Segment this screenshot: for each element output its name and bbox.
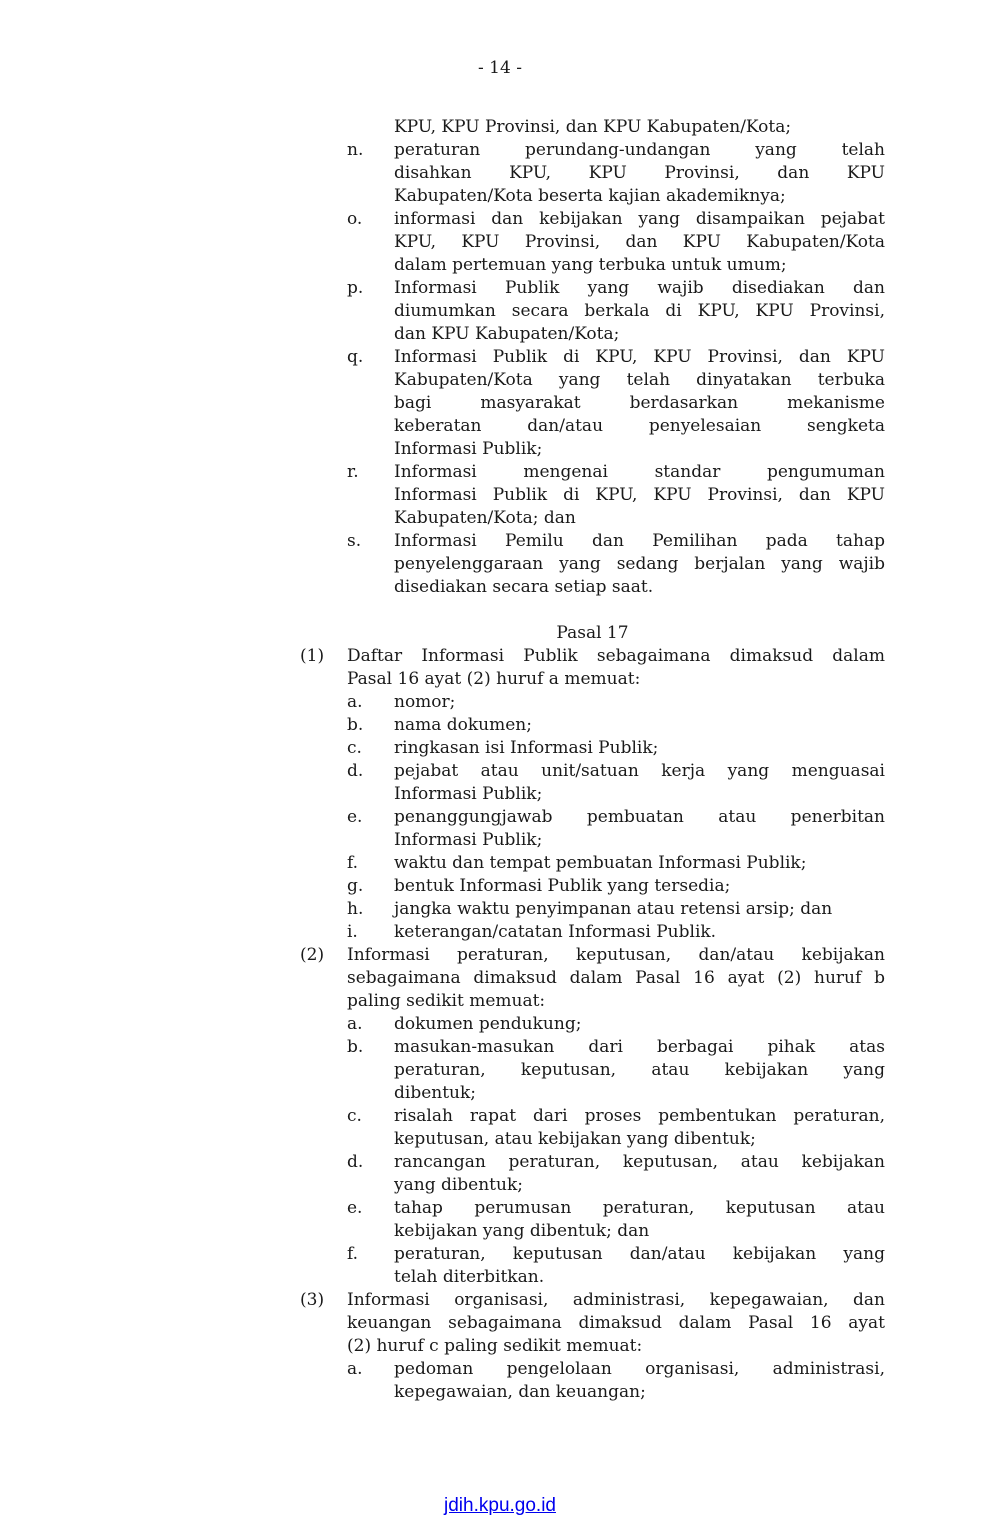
list-marker: (1)	[300, 646, 325, 666]
list-marker: p.	[347, 278, 364, 298]
list-marker: c.	[347, 1106, 362, 1126]
text-line: Informasi mengenai standar pengumuman	[394, 462, 885, 482]
list-marker: (3)	[300, 1290, 325, 1310]
text-line: ringkasan isi Informasi Publik;	[394, 738, 659, 758]
text-line: Informasi peraturan, keputusan, dan/atau kebijakan	[347, 945, 885, 965]
footer-link[interactable]: jdih.kpu.go.id	[444, 1495, 556, 1516]
list-marker: c.	[347, 738, 362, 758]
text-line: peraturan, keputusan dan/atau kebijakan yang	[394, 1244, 885, 1264]
text-line: keuangan sebagaimana dimaksud dalam Pasal 16 ayat	[347, 1313, 885, 1333]
list-item	[300, 277, 885, 346]
text-line: (2) huruf c paling sedikit memuat:	[347, 1336, 643, 1356]
list-marker: d.	[347, 1152, 364, 1172]
text-line: masukan-masukan dari berbagai pihak atas	[394, 1037, 885, 1057]
list-item	[300, 760, 885, 806]
text-line: peraturan perundang-undangan yang telah	[394, 140, 885, 160]
text-line: Informasi Publik;	[394, 830, 543, 850]
list-marker: i.	[347, 922, 358, 942]
list-item	[300, 1036, 885, 1105]
text-line: Pasal 16 ayat (2) huruf a memuat:	[347, 669, 641, 689]
text-line: Informasi Publik di KPU, KPU Provinsi, dan KPU	[394, 347, 885, 367]
text-line: peraturan, keputusan, atau kebijakan yang	[394, 1060, 885, 1080]
text-line: dan KPU Kabupaten/Kota;	[394, 324, 620, 344]
text-line: keterangan/catatan Informasi Publik.	[394, 922, 717, 942]
numbered-paragraph	[300, 1289, 885, 1358]
text-line: KPU, KPU Provinsi, dan KPU Kabupaten/Kota	[394, 232, 885, 252]
text-line: nama dokumen;	[394, 715, 532, 735]
text-line: waktu dan tempat pembuatan Informasi Publik;	[394, 853, 807, 873]
article-heading: Pasal 17	[556, 623, 629, 643]
text-line: Informasi organisasi, administrasi, kepegawaian, dan	[347, 1290, 885, 1310]
list-item	[300, 139, 885, 208]
text-line: kepegawaian, dan keuangan;	[394, 1382, 646, 1402]
text-line: informasi dan kebijakan yang disampaikan pejabat	[394, 209, 885, 229]
list-item	[300, 714, 885, 737]
page-number: - 14 -	[478, 58, 522, 78]
list-marker: h.	[347, 899, 364, 919]
list-marker: a.	[347, 1014, 363, 1034]
text-line: Informasi Pemilu dan Pemilihan pada tahap	[394, 531, 885, 551]
list-item	[300, 921, 885, 944]
text-line: bagi masyarakat berdasarkan mekanisme	[394, 393, 885, 413]
text-line: diumumkan secara berkala di KPU, KPU Provinsi,	[394, 301, 885, 321]
list-marker: e.	[347, 807, 363, 827]
text-line: nomor;	[394, 692, 456, 712]
list-item	[300, 1197, 885, 1243]
text-line: Daftar Informasi Publik sebagaimana dimaksud dalam	[347, 646, 885, 666]
list-marker: a.	[347, 1359, 363, 1379]
text-line: pedoman pengelolaan organisasi, administrasi,	[394, 1359, 885, 1379]
text-line: Informasi Publik di KPU, KPU Provinsi, dan KPU	[394, 485, 885, 505]
list-marker: n.	[347, 140, 364, 160]
text-line: KPU, KPU Provinsi, dan KPU Kabupaten/Kota;	[394, 117, 792, 137]
text-line: jangka waktu penyimpanan atau retensi arsip; dan	[394, 899, 833, 919]
text-line: Kabupaten/Kota beserta kajian akademiknya;	[394, 186, 786, 206]
list-item	[300, 737, 885, 760]
list-marker: (2)	[300, 945, 325, 965]
list-item	[300, 898, 885, 921]
list-item	[300, 530, 885, 599]
text-line: paling sedikit memuat:	[347, 991, 546, 1011]
text-line: penyelenggaraan yang sedang berjalan yang wajib	[394, 554, 885, 574]
text-line: yang dibentuk;	[394, 1175, 523, 1195]
list-marker: r.	[347, 462, 359, 482]
list-item	[300, 1105, 885, 1151]
text-line: dalam pertemuan yang terbuka untuk umum;	[394, 255, 787, 275]
text-line: Informasi Publik;	[394, 439, 543, 459]
list-item	[300, 806, 885, 852]
list-marker: o.	[347, 209, 363, 229]
text-line: rancangan peraturan, keputusan, atau kebijakan	[394, 1152, 885, 1172]
text-line: disediakan secara setiap saat.	[394, 577, 654, 597]
list-marker: a.	[347, 692, 363, 712]
list-marker: d.	[347, 761, 364, 781]
text-line: tahap perumusan peraturan, keputusan atau	[394, 1198, 885, 1218]
text-line: Kabupaten/Kota; dan	[394, 508, 576, 528]
text-line: kebijakan yang dibentuk; dan	[394, 1221, 650, 1241]
text-line: bentuk Informasi Publik yang tersedia;	[394, 876, 731, 896]
list-item	[300, 1358, 885, 1404]
list-marker: s.	[347, 531, 362, 551]
list-item	[300, 461, 885, 530]
text-line: Kabupaten/Kota yang telah dinyatakan terbuka	[394, 370, 885, 390]
text-line: Informasi Publik yang wajib disediakan dan	[394, 278, 885, 298]
text-line: penanggungjawab pembuatan atau penerbitan	[394, 807, 885, 827]
text-line: disahkan KPU, KPU Provinsi, dan KPU	[394, 163, 885, 183]
text-line: dibentuk;	[394, 1083, 477, 1103]
list-item	[300, 875, 885, 898]
text-line: Informasi Publik;	[394, 784, 543, 804]
list-item	[300, 1151, 885, 1197]
footer	[0, 1495, 1000, 1517]
list-item	[300, 691, 885, 714]
numbered-paragraph	[300, 944, 885, 1013]
list-marker: b.	[347, 715, 364, 735]
document-body	[300, 116, 885, 1404]
text-line: keberatan dan/atau penyelesaian sengketa	[394, 416, 885, 436]
list-item	[300, 208, 885, 277]
list-item	[300, 1013, 885, 1036]
list-item	[300, 1243, 885, 1289]
list-item	[300, 852, 885, 875]
list-marker: g.	[347, 876, 364, 896]
list-item	[300, 116, 885, 139]
text-line: keputusan, atau kebijakan yang dibentuk;	[394, 1129, 756, 1149]
list-item	[300, 346, 885, 461]
list-marker: f.	[347, 853, 359, 873]
text-line: dokumen pendukung;	[394, 1014, 582, 1034]
list-marker: q.	[347, 347, 364, 367]
text-line: pejabat atau unit/satuan kerja yang menguasai	[394, 761, 885, 781]
list-marker: f.	[347, 1244, 359, 1264]
text-line: risalah rapat dari proses pembentukan peraturan,	[394, 1106, 885, 1126]
text-line: telah diterbitkan.	[394, 1267, 545, 1287]
list-marker: b.	[347, 1037, 364, 1057]
numbered-paragraph	[300, 645, 885, 691]
list-marker: e.	[347, 1198, 363, 1218]
text-line: sebagaimana dimaksud dalam Pasal 16 ayat (2) huruf b	[347, 968, 885, 988]
